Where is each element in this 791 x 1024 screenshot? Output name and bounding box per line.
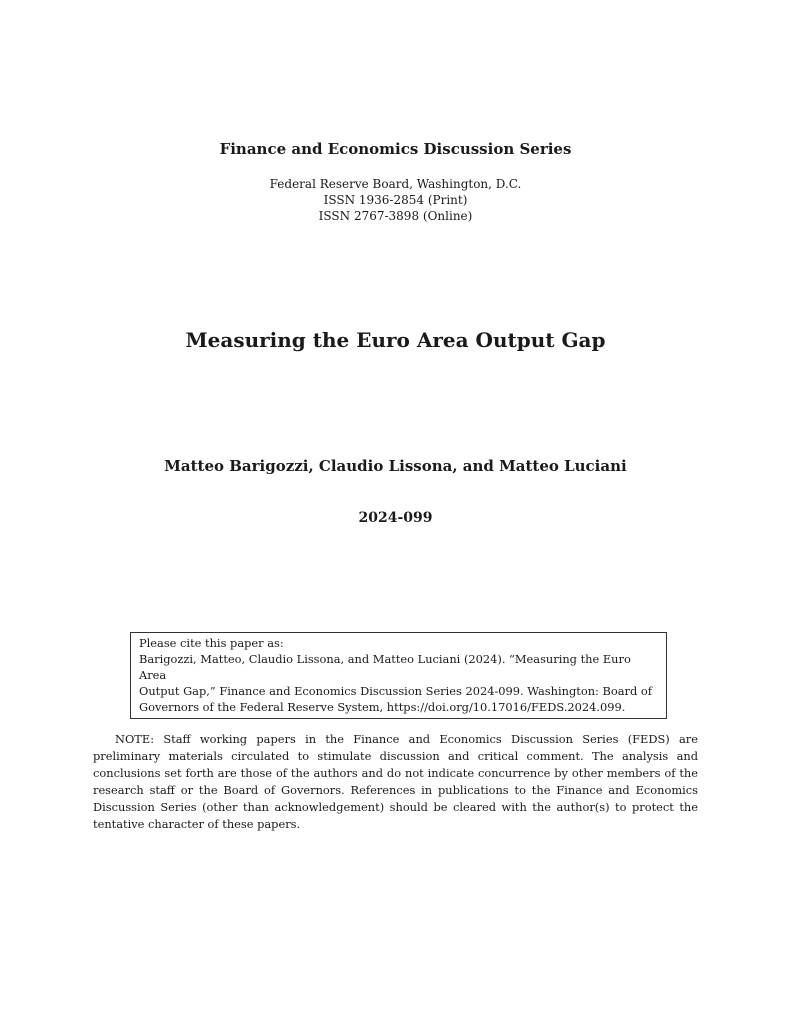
citation-line: Barigozzi, Matteo, Claudio Lissona, and Matteo Luciani (2024). “Measuring the Euro Area xyxy=(139,652,631,682)
publisher-line: Federal Reserve Board, Washington, D.C. xyxy=(269,177,522,191)
citation-line: Please cite this paper as: xyxy=(139,636,284,650)
issn-online: ISSN 2767-3898 (Online) xyxy=(318,209,473,223)
issn-print: ISSN 1936-2854 (Print) xyxy=(323,193,468,207)
citation-line: Output Gap,” Finance and Economics Discussion Series 2024-099. Washington: Board of xyxy=(139,684,652,698)
paper-number: 2024-099 xyxy=(358,510,433,526)
series-title: Finance and Economics Discussion Series xyxy=(219,140,572,158)
paper-title: Measuring the Euro Area Output Gap xyxy=(185,328,606,352)
disclaimer-note: NOTE: Staff working papers in the Finance and Economics Discussion Series (FEDS) are preliminary materials circulated to stimulate discussion and critical comment. The analysis and conclusions set forth are those of the authors and do not indicate concurrence by other members of the research staff or the Board of Governors. References in publications to the Finance and Economics Discussion Series (other than acknowledgement) should be cleared with the author(s) to protect the tentative character of these papers. xyxy=(93,732,698,831)
citation-line: Governors of the Federal Reserve System, https://doi.org/10.17016/FEDS.2024.099. xyxy=(139,700,626,714)
citation-box xyxy=(130,632,667,719)
authors: Matteo Barigozzi, Claudio Lissona, and Matteo Luciani xyxy=(164,457,627,475)
series-info xyxy=(0,176,791,224)
